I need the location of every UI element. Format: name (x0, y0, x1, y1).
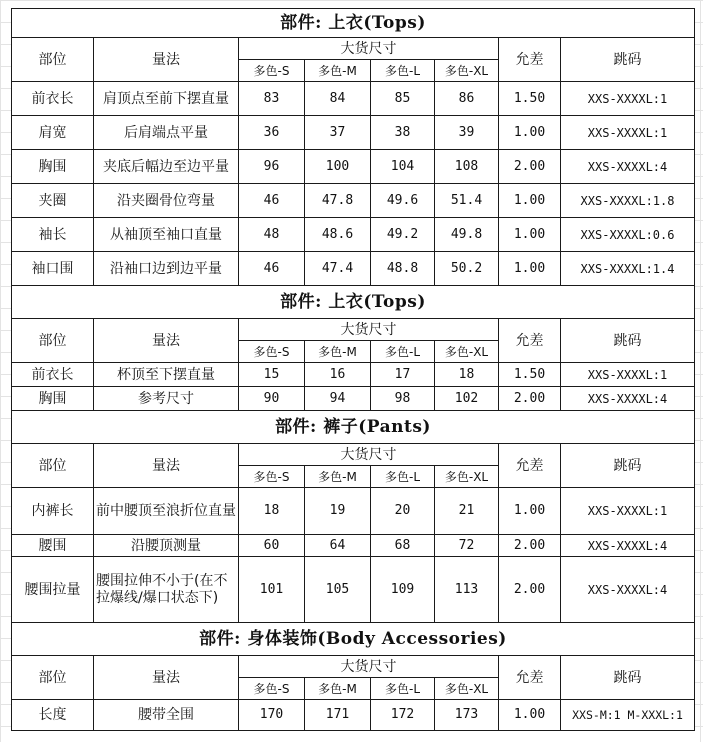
cell-grading[interactable]: XXS-XXXXL:1 (561, 116, 695, 150)
table-row (12, 387, 695, 411)
table-row (12, 218, 695, 252)
cell-part[interactable]: 内裤长 (12, 488, 94, 535)
cell-xl[interactable]: 39 (435, 116, 499, 150)
cell-tolerance[interactable]: 2.00 (499, 535, 561, 557)
cell-tolerance[interactable]: 2.00 (499, 387, 561, 411)
header-size-xl[interactable]: 多色-XL (435, 466, 499, 488)
cell-xl[interactable]: 49.8 (435, 218, 499, 252)
cell-method[interactable]: 沿袖口边到边平量 (94, 252, 239, 286)
cell-l[interactable]: 49.2 (371, 218, 435, 252)
cell-grading[interactable]: XXS-XXXXL:4 (561, 150, 695, 184)
table-row (12, 488, 695, 535)
cell-xl[interactable]: 113 (435, 557, 499, 623)
cell-tolerance[interactable]: 2.00 (499, 150, 561, 184)
cell-method[interactable]: 沿腰顶测量 (94, 535, 239, 557)
cell-tolerance[interactable]: 2.00 (499, 557, 561, 623)
table-row (12, 82, 695, 116)
cell-method[interactable]: 后肩端点平量 (94, 116, 239, 150)
cell-grading[interactable]: XXS-XXXXL:1.4 (561, 252, 695, 286)
cell-method[interactable]: 腰带全围 (94, 700, 239, 731)
header-size-m[interactable]: 多色-M (305, 466, 371, 488)
header-size-s[interactable]: 多色-S (239, 466, 305, 488)
header-size-l[interactable]: 多色-L (371, 60, 435, 82)
cell-l[interactable]: 85 (371, 82, 435, 116)
cell-s[interactable]: 46 (239, 252, 305, 286)
cell-xl[interactable]: 18 (435, 363, 499, 387)
header-size-l[interactable]: 多色-L (371, 466, 435, 488)
cell-tolerance[interactable]: 1.00 (499, 488, 561, 535)
cell-l[interactable]: 104 (371, 150, 435, 184)
cell-s[interactable]: 48 (239, 218, 305, 252)
section-title[interactable]: 部件: 身体装饰(Body Accessories) (12, 623, 695, 656)
header-part[interactable]: 部位 (12, 444, 94, 488)
cell-xl[interactable]: 86 (435, 82, 499, 116)
cell-tolerance[interactable]: 1.00 (499, 218, 561, 252)
cell-m[interactable]: 94 (305, 387, 371, 411)
cell-l[interactable]: 172 (371, 700, 435, 731)
cell-xl[interactable]: 173 (435, 700, 499, 731)
header-bulk-size[interactable]: 大货尺寸 (239, 319, 499, 341)
cell-part[interactable]: 长度 (12, 700, 94, 731)
cell-m[interactable]: 48.6 (305, 218, 371, 252)
cell-part[interactable]: 腰围拉量 (12, 557, 94, 623)
cell-s[interactable]: 15 (239, 363, 305, 387)
header-row (12, 38, 695, 60)
cell-method[interactable]: 沿夹圈骨位弯量 (94, 184, 239, 218)
cell-m[interactable]: 47.4 (305, 252, 371, 286)
section-title[interactable]: 部件: 上衣(Tops) (12, 286, 695, 319)
header-method[interactable]: 量法 (94, 319, 239, 363)
cell-method[interactable]: 从袖顶至袖口直量 (94, 218, 239, 252)
cell-part[interactable]: 袖口围 (12, 252, 94, 286)
header-size-m[interactable]: 多色-M (305, 678, 371, 700)
measurement-spec-sheet (11, 8, 695, 731)
cell-grading[interactable]: XXS-XXXXL:1 (561, 363, 695, 387)
header-row (12, 656, 695, 678)
cell-s[interactable]: 83 (239, 82, 305, 116)
cell-tolerance[interactable]: 1.00 (499, 252, 561, 286)
cell-grading[interactable]: XXS-XXXXL:1 (561, 82, 695, 116)
cell-m[interactable]: 171 (305, 700, 371, 731)
header-grading[interactable]: 跳码 (561, 319, 695, 363)
cell-l[interactable]: 68 (371, 535, 435, 557)
header-tolerance[interactable]: 允差 (499, 444, 561, 488)
cell-xl[interactable]: 72 (435, 535, 499, 557)
cell-tolerance[interactable]: 1.00 (499, 184, 561, 218)
cell-m[interactable]: 84 (305, 82, 371, 116)
header-size-xl[interactable]: 多色-XL (435, 678, 499, 700)
header-size-l[interactable]: 多色-L (371, 678, 435, 700)
header-size-s[interactable]: 多色-S (239, 60, 305, 82)
cell-part[interactable]: 胸围 (12, 387, 94, 411)
header-part[interactable]: 部位 (12, 38, 94, 82)
cell-part[interactable]: 夹圈 (12, 184, 94, 218)
cell-m[interactable]: 64 (305, 535, 371, 557)
cell-part[interactable]: 前衣长 (12, 363, 94, 387)
header-method[interactable]: 量法 (94, 38, 239, 82)
header-part[interactable]: 部位 (12, 319, 94, 363)
cell-xl[interactable]: 108 (435, 150, 499, 184)
cell-grading[interactable]: XXS-XXXXL:0.6 (561, 218, 695, 252)
cell-m[interactable]: 16 (305, 363, 371, 387)
cell-l[interactable]: 20 (371, 488, 435, 535)
cell-method[interactable]: 杯顶至下摆直量 (94, 363, 239, 387)
cell-s[interactable]: 90 (239, 387, 305, 411)
header-method[interactable]: 量法 (94, 444, 239, 488)
cell-s[interactable]: 46 (239, 184, 305, 218)
header-size-xl[interactable]: 多色-XL (435, 60, 499, 82)
header-row (12, 319, 695, 341)
cell-l[interactable]: 49.6 (371, 184, 435, 218)
cell-grading[interactable]: XXS-XXXXL:4 (561, 557, 695, 623)
section-title[interactable]: 部件: 裤子(Pants) (12, 411, 695, 444)
cell-grading[interactable]: XXS-XXXXL:1.8 (561, 184, 695, 218)
cell-method[interactable]: 前中腰顶至浪折位直量 (94, 488, 239, 535)
cell-m[interactable]: 100 (305, 150, 371, 184)
cell-l[interactable]: 17 (371, 363, 435, 387)
header-grading[interactable]: 跳码 (561, 444, 695, 488)
header-size-s[interactable]: 多色-S (239, 341, 305, 363)
cell-xl[interactable]: 21 (435, 488, 499, 535)
cell-s[interactable]: 18 (239, 488, 305, 535)
cell-m[interactable]: 47.8 (305, 184, 371, 218)
cell-grading[interactable]: XXS-XXXXL:4 (561, 387, 695, 411)
cell-l[interactable]: 98 (371, 387, 435, 411)
cell-method[interactable]: 夹底后幅边至边平量 (94, 150, 239, 184)
table-row (12, 557, 695, 623)
cell-grading[interactable]: XXS-XXXXL:4 (561, 535, 695, 557)
cell-l[interactable]: 109 (371, 557, 435, 623)
table-row (12, 252, 695, 286)
section-title-row (12, 623, 695, 656)
header-method[interactable]: 量法 (94, 656, 239, 700)
cell-tolerance[interactable]: 1.50 (499, 363, 561, 387)
cell-part[interactable]: 袖长 (12, 218, 94, 252)
cell-tolerance[interactable]: 1.50 (499, 82, 561, 116)
table-row (12, 150, 695, 184)
cell-l[interactable]: 38 (371, 116, 435, 150)
cell-xl[interactable]: 51.4 (435, 184, 499, 218)
cell-tolerance[interactable]: 1.00 (499, 700, 561, 731)
header-grading[interactable]: 跳码 (561, 38, 695, 82)
cell-grading[interactable]: XXS-M:1 M-XXXL:1 (561, 700, 695, 731)
cell-method[interactable]: 肩顶点至前下摆直量 (94, 82, 239, 116)
table-row (12, 700, 695, 731)
cell-m[interactable]: 37 (305, 116, 371, 150)
section-title[interactable]: 部件: 上衣(Tops) (12, 9, 695, 38)
cell-s[interactable]: 36 (239, 116, 305, 150)
cell-m[interactable]: 19 (305, 488, 371, 535)
cell-s[interactable]: 60 (239, 535, 305, 557)
header-bulk-size[interactable]: 大货尺寸 (239, 444, 499, 466)
header-size-s[interactable]: 多色-S (239, 678, 305, 700)
table-row (12, 363, 695, 387)
header-bulk-size[interactable]: 大货尺寸 (239, 38, 499, 60)
header-tolerance[interactable]: 允差 (499, 319, 561, 363)
cell-s[interactable]: 96 (239, 150, 305, 184)
cell-xl[interactable]: 50.2 (435, 252, 499, 286)
header-tolerance[interactable]: 允差 (499, 656, 561, 700)
header-size-xl[interactable]: 多色-XL (435, 341, 499, 363)
header-bulk-size[interactable]: 大货尺寸 (239, 656, 499, 678)
cell-part[interactable]: 腰围 (12, 535, 94, 557)
cell-part[interactable]: 胸围 (12, 150, 94, 184)
header-size-m[interactable]: 多色-M (305, 341, 371, 363)
cell-xl[interactable]: 102 (435, 387, 499, 411)
section-title-row (12, 411, 695, 444)
cell-s[interactable]: 170 (239, 700, 305, 731)
cell-part[interactable]: 前衣长 (12, 82, 94, 116)
header-size-m[interactable]: 多色-M (305, 60, 371, 82)
cell-grading[interactable]: XXS-XXXXL:1 (561, 488, 695, 535)
header-size-l[interactable]: 多色-L (371, 341, 435, 363)
table-row (12, 184, 695, 218)
cell-tolerance[interactable]: 1.00 (499, 116, 561, 150)
cell-method[interactable]: 腰围拉伸不小于(在不拉爆线/爆口状态下) (94, 557, 239, 623)
cell-method[interactable]: 参考尺寸 (94, 387, 239, 411)
table-row (12, 116, 695, 150)
cell-l[interactable]: 48.8 (371, 252, 435, 286)
cell-part[interactable]: 肩宽 (12, 116, 94, 150)
table-row (12, 535, 695, 557)
cell-s[interactable]: 101 (239, 557, 305, 623)
header-row (12, 444, 695, 466)
header-tolerance[interactable]: 允差 (499, 38, 561, 82)
cell-m[interactable]: 105 (305, 557, 371, 623)
section-title-row (12, 286, 695, 319)
header-part[interactable]: 部位 (12, 656, 94, 700)
header-grading[interactable]: 跳码 (561, 656, 695, 700)
section-title-row (12, 9, 695, 38)
